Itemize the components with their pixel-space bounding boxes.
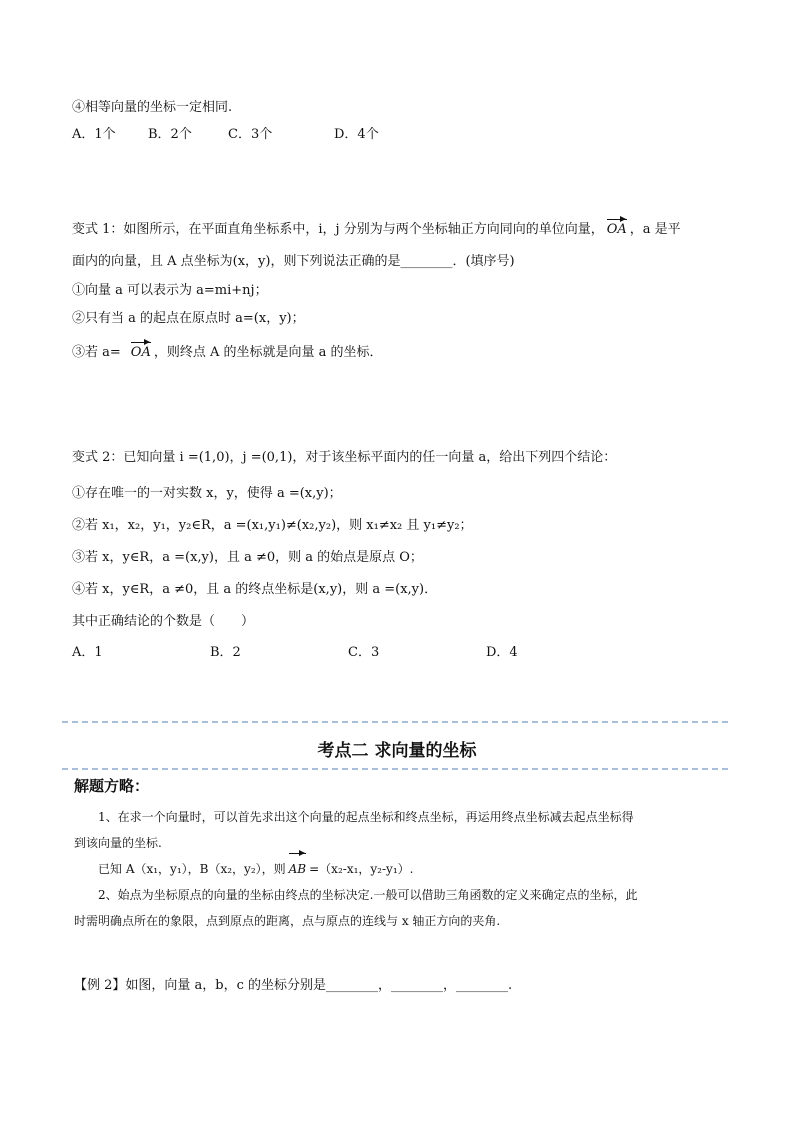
variant-2-line-1: 变式 2：已知向量 i =(1,0)，j =(0,1)，对于该坐标平面内的任一向量 a，给出下列四个结论： — [72, 450, 617, 465]
method-2-line-2: 时需明确点所在的象限，点到原点的距离，点与原点的连线与 x 轴正方向的夹角. — [74, 914, 501, 928]
option-c[interactable]: C．3个 — [228, 127, 273, 142]
divider-top — [62, 721, 728, 723]
vector-ab: AB — [289, 856, 306, 882]
variant-2-item-1: ①存在唯一的一对实数 x，y，使得 a =(x,y)； — [72, 486, 342, 501]
statement-4: ④相等向量的坐标一定相同. — [72, 100, 233, 115]
vector-oa-2: OA — [130, 345, 151, 360]
option-a[interactable]: A．1 — [72, 645, 103, 660]
variant-1-line-1: 变式 1：如图所示，在平面直角坐标系中，i，j 分别为与两个坐标轴正方向同向的单位向量， OA ，a 是平 — [72, 222, 681, 237]
variant-1-item-1: ①向量 a 可以表示为 a=mi+nj； — [72, 283, 268, 298]
section-heading: 考点二 求向量的坐标 — [317, 741, 477, 761]
variant-2-item-2: ②若 x₁，x₂，y₁，y₂∈R，a =(x₁,y₁)≠(x₂,y₂)，则 x₁≠x₂ 且 y₁≠y₂； — [72, 518, 473, 533]
example-2: 【例 2】如图，向量 a，b，c 的坐标分别是________，________，________. — [74, 978, 513, 993]
variant-2-item-4: ④若 x，y∈R，a ≠0，且 a 的终点坐标是(x,y)，则 a =(x,y)． — [72, 582, 438, 597]
option-c[interactable]: C．3 — [348, 645, 380, 660]
vector-oa: OA — [606, 222, 627, 237]
divider-bottom — [62, 768, 728, 770]
option-d[interactable]: D．4个 — [334, 127, 379, 142]
option-d[interactable]: D．4 — [486, 645, 518, 660]
variant-2-item-3: ③若 x，y∈R，a =(x,y)，且 a ≠0，则 a 的始点是原点 O； — [72, 550, 423, 565]
method-title: 解题方略： — [74, 777, 150, 795]
method-2-line-1: 2、始点为坐标原点的向量的坐标由终点的坐标决定.一般可以借助三角函数的定义来确定点的坐标，此 — [98, 888, 638, 902]
variant-1-line-2: 面内的向量，且 A 点坐标为(x，y)，则下列说法正确的是________．(填序号) — [72, 254, 515, 269]
variant-2-question: 其中正确结论的个数是（ ） — [72, 614, 255, 629]
method-body — [74, 804, 724, 934]
variant-1-item-2: ②只有当 a 的起点在原点时 a=(x，y)； — [72, 311, 305, 326]
option-b[interactable]: B．2 — [210, 645, 241, 660]
option-a[interactable]: A．1个 — [72, 127, 116, 142]
method-1-line-2: 到该向量的坐标. — [74, 836, 162, 850]
option-b[interactable]: B．2个 — [148, 127, 192, 142]
variant-1-item-3: ③若 a= OA ，则终点 A 的坐标就是向量 a 的坐标． — [72, 345, 383, 360]
method-1-formula: 已知 A（x₁，y₁），B（x₂，y₂），则 AB =（x₂-x₁，y₂-y₁）. — [74, 856, 724, 882]
method-1-line-1: 1、在求一个向量时，可以首先求出这个向量的起点坐标和终点坐标，再运用终点坐标减去起点坐标得 — [98, 810, 634, 824]
